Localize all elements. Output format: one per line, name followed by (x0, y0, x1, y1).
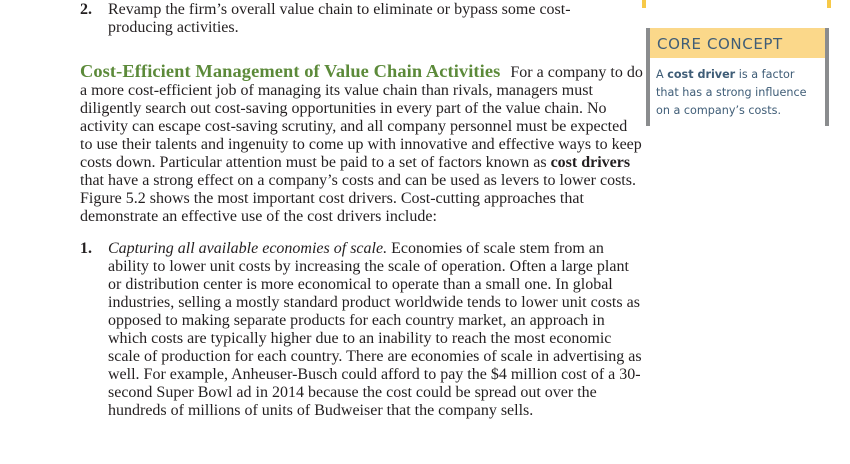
definition-term: cost driver (667, 68, 736, 81)
section-paragraph (80, 61, 643, 226)
list-item-body: Economies of scale stem from an ability to lower unit costs by increasing the scale of operation. Often a large plant or distribution center is more economical to operate than a small one. In global industries, selling a mostly standard product worldwide tends to lower unit costs as opposed to making separate products for each country market, an approach in which costs are typically higher due to an inability to reach the most economic scale of production for each country. There are economies of scale in advertising as well. For example, Anheuser-Busch could afford to pay the $4 million cost of a 30-second Super Bowl ad in 2014 because the cost could be spread out over the hundreds of millions of units of Budweiser that the company sells. (108, 240, 642, 419)
section-heading: Cost-Efficient Management of Value Chain Activities (80, 61, 501, 81)
list-item-italic-lead: Capturing all available economies of scale. (108, 240, 388, 257)
definition-text: is a factor that has a strong influence on a company’s costs. (656, 68, 807, 117)
list-item-text: Revamp the firm’s overall value chain to eliminate or bypass some cost-producing activities. (108, 1, 571, 36)
list-number: 1. (80, 240, 92, 257)
core-concept-definition (650, 58, 825, 120)
definition-lead: A (656, 68, 668, 81)
list-item-2 (80, 1, 620, 37)
sidebar-top-accent-right (827, 0, 831, 8)
list-number: 2. (80, 1, 92, 18)
core-concept-title: CORE CONCEPT (650, 28, 825, 58)
list-item-text (108, 240, 643, 420)
core-concept-box (646, 28, 829, 126)
paragraph-text-part2: that have a strong effect on a company’s costs and can be used as levers to lower costs. Figure 5.2 shows the most important cost drivers. Cost-cutting approaches that demonstrate an effective use of the cost drivers include: (80, 172, 636, 225)
paragraph-text-part1: For a company to do a more cost-efficient job of managing its value chain than rivals, managers must diligently search out cost-saving opportunities in every part of the value chain. No activity can escape cost-saving scrutiny, and all company personnel must be expected to use their talents and ingenuity to come up with innovative and effective ways to keep costs down. Particular attention must be paid to a set of factors known as (80, 64, 643, 171)
list-item-1 (80, 240, 643, 420)
term-cost-drivers: cost drivers (550, 154, 631, 171)
section-cost-efficient-management (80, 61, 643, 226)
sidebar-top-accent-left (642, 0, 646, 8)
